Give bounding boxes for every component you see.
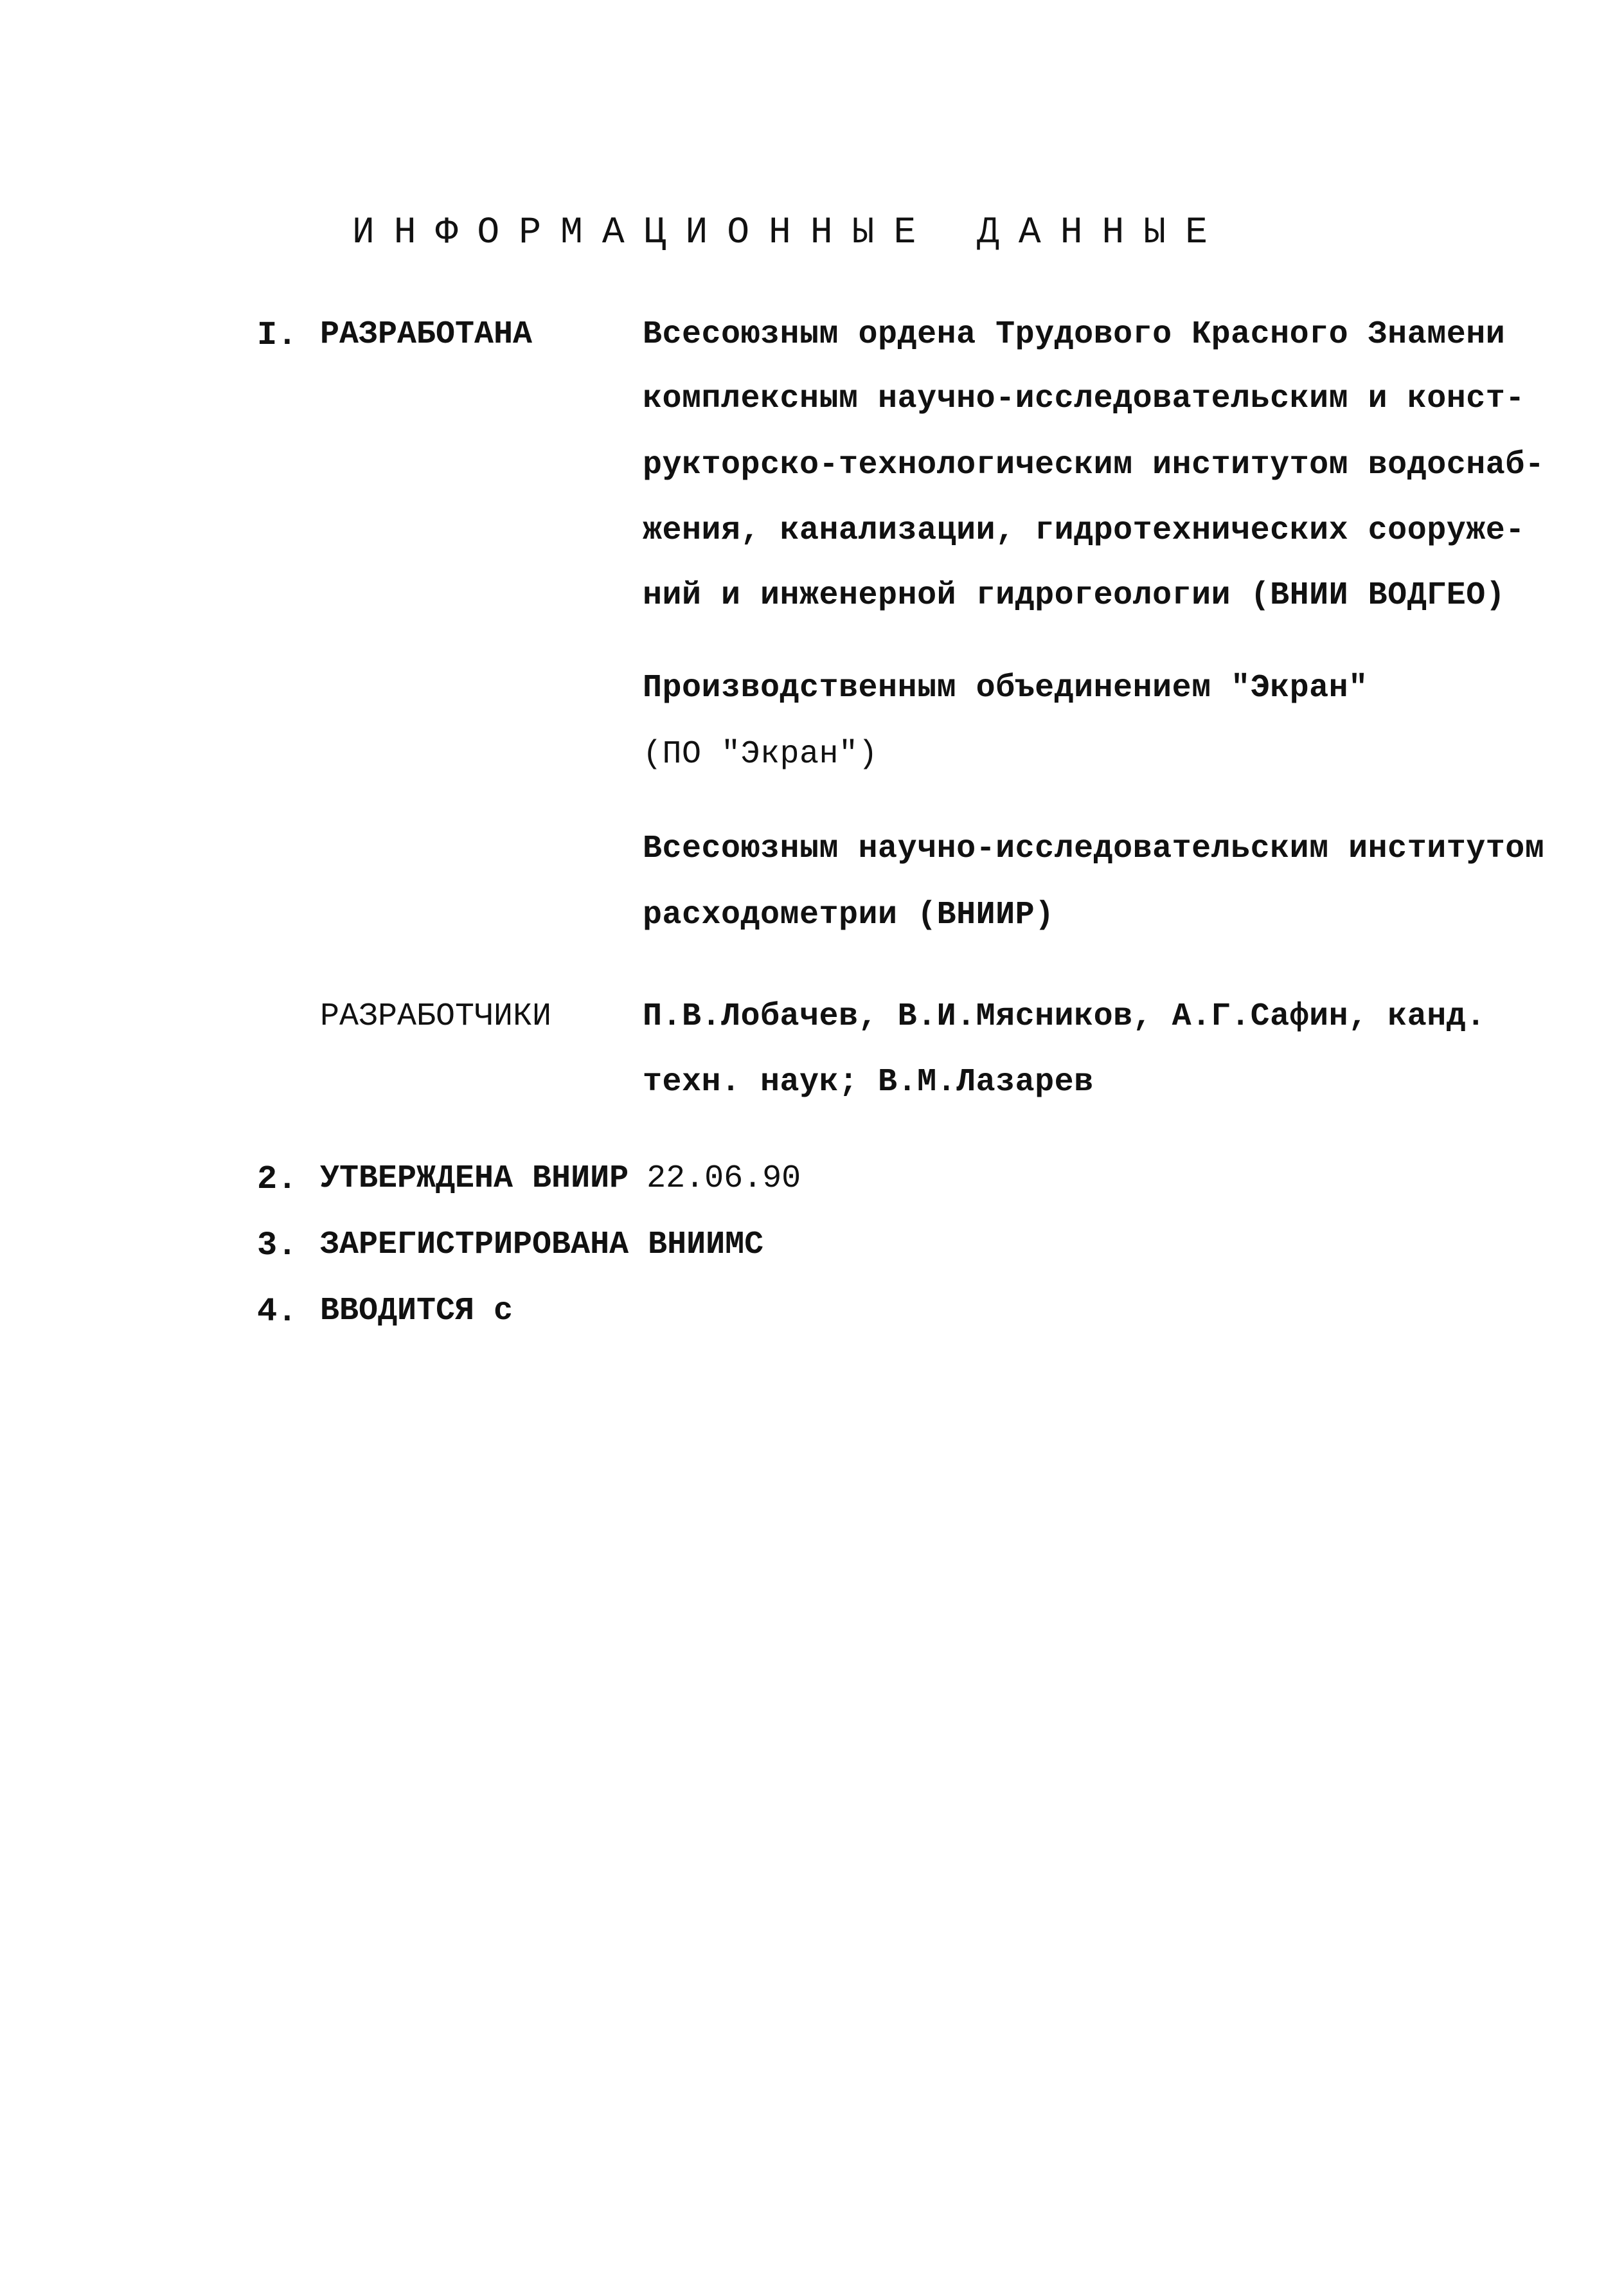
org2-line-2: (ПО "Экран") [643,736,879,773]
section-4-number: 4. [257,1293,298,1331]
section-1-number: I. [257,316,298,354]
section-2-row [320,1160,801,1197]
org1-line-2: комплексным научно-исследовательским и конст- [643,381,1525,417]
developers-line-1: П.В.Лобачев, В.И.Мясников, А.Г.Сафин, канд. [643,998,1486,1035]
org3-line-2: расходометрии (ВНИИР) [643,897,1055,933]
section-2-number: 2. [257,1160,298,1198]
org3-line-1: Всесоюзным научно-исследовательским институтом [643,831,1545,867]
org1-line-4: жения, канализации, гидротехнических сооруже- [643,512,1525,549]
page-title: ИНФОРМАЦИОННЫЕ ДАННЫЕ [352,212,1227,254]
org1-line-3: рукторско-технологическим институтом водоснаб- [643,447,1545,483]
section-3-label: ЗАРЕГИСТРИРОВАНА ВНИИМС [320,1227,764,1263]
org2-line-1: Производственным объединением "Экран" [643,670,1368,706]
section-3-number: 3. [257,1227,298,1264]
org1-line-1: Всесоюзным ордена Трудового Красного Знамени [643,316,1506,353]
section-2-label: УТВЕРЖДЕНА ВНИИР [320,1160,629,1197]
section-4-label: ВВОДИТСЯ с [320,1293,513,1329]
org1-line-5: ний и инженерной гидрогеологии (ВНИИ ВОДГЕО) [643,577,1506,614]
approval-date: 22.06.90 [647,1160,801,1197]
developers-label: РАЗРАБОТЧИКИ [320,998,552,1035]
developers-line-2: техн. наук; В.М.Лазарев [643,1064,1094,1101]
section-1-label: РАЗРАБОТАНА [320,316,533,353]
